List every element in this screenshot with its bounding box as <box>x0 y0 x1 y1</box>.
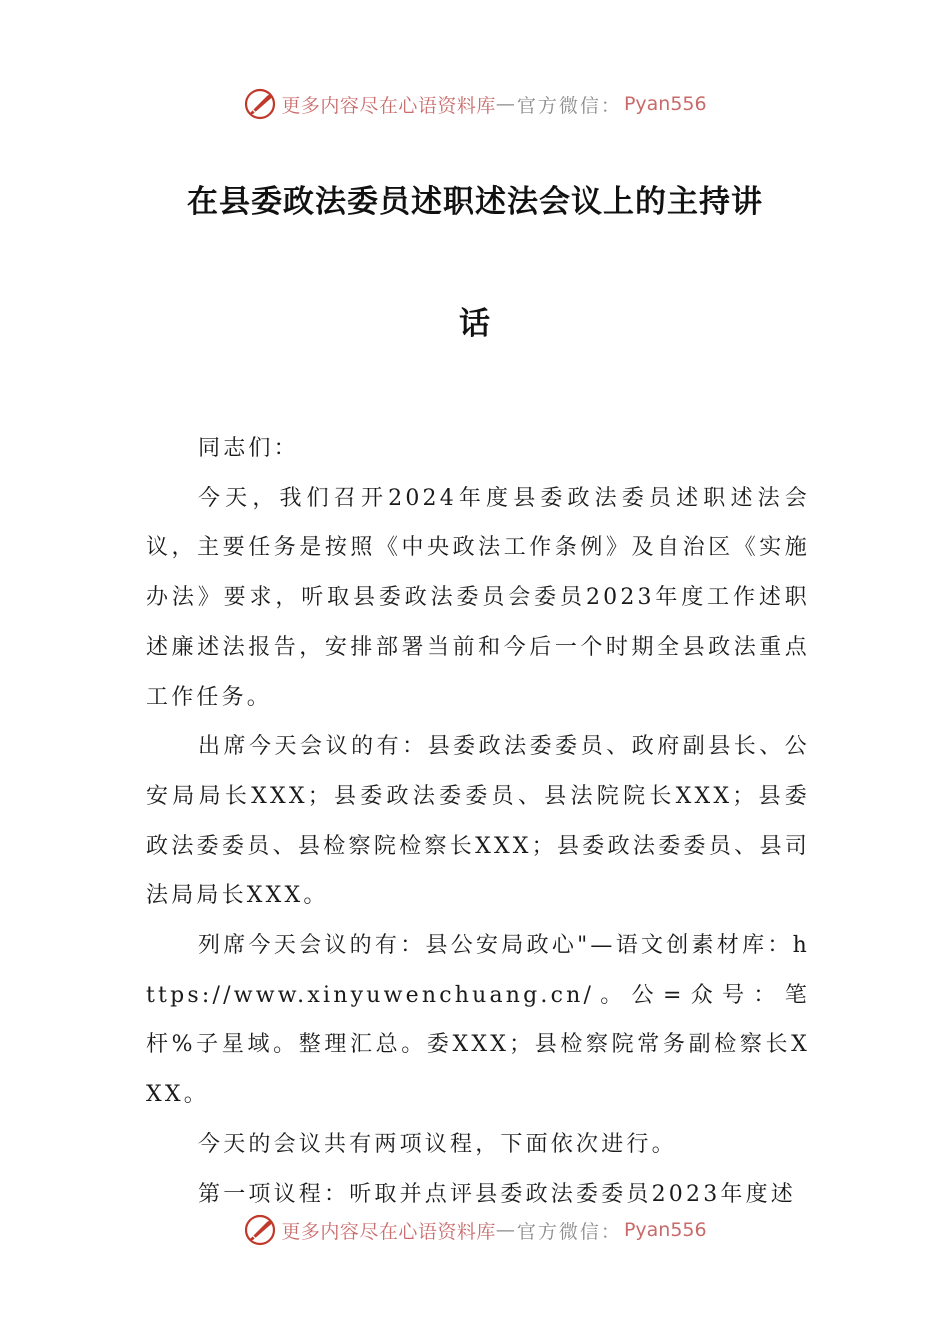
paragraph-greeting: 同志们： <box>198 436 299 461</box>
paragraph-agenda: 今天的会议共有两项议程，下面依次进行。 <box>198 1131 677 1157</box>
watermark-banner-bottom <box>0 1210 950 1250</box>
document-body <box>146 424 810 1219</box>
paragraph-attendees: 出席今天会议的有：县委政法委委员、政府副县长、公安局局长XXX；县委政法委委员、县法院院长XXX；县委政法委委员、县检察院检察长XXX；县委政法委委员、县司法局局长XXX。 <box>146 734 810 909</box>
watermark-main-text: 更多内容尽在心语资料库 <box>281 1220 496 1243</box>
watermark-main-text: 更多内容尽在心语资料库 <box>281 94 496 117</box>
paragraph-intro: 今天，我们召开2024年度县委政法委员述职述法会议，主要任务是按照《中央政法工作条例》及自治区《实施办法》要求，听取县委政法委员会委员2023年度工作述职述廉述法报告，安排部署当前和今后一个时期全县政法重点工作任务。 <box>146 485 810 710</box>
quill-logo-icon <box>243 1213 277 1247</box>
watermark-official-label: 官方微信： <box>516 1220 622 1243</box>
document-title-line-2: 话 <box>459 306 491 342</box>
quill-logo-icon <box>243 87 277 121</box>
paragraph-agenda-item-1: 第一项议程：听取并点评县委政法委委员2023年度述 <box>198 1181 796 1207</box>
watermark-dash: — <box>495 1219 517 1241</box>
document-title-line-1: 在县委政法委员述职述法会议上的主持讲 <box>187 184 763 220</box>
paragraph-observers: 列席今天会议的有：县公安局政心"—语文创素材库：https://www.xinyuwenchuang.cn/。公=众号：笔杆%子星域。整理汇总。委XXX；县检察院常务副检察长XXX。 <box>146 933 810 1108</box>
watermark-official-label: 官方微信： <box>516 94 622 117</box>
watermark-wechat-id: Pyan556 <box>623 1219 707 1241</box>
watermark-wechat-id: Pyan556 <box>623 93 707 115</box>
watermark-dash: — <box>495 93 517 115</box>
watermark-banner-top <box>0 84 950 124</box>
